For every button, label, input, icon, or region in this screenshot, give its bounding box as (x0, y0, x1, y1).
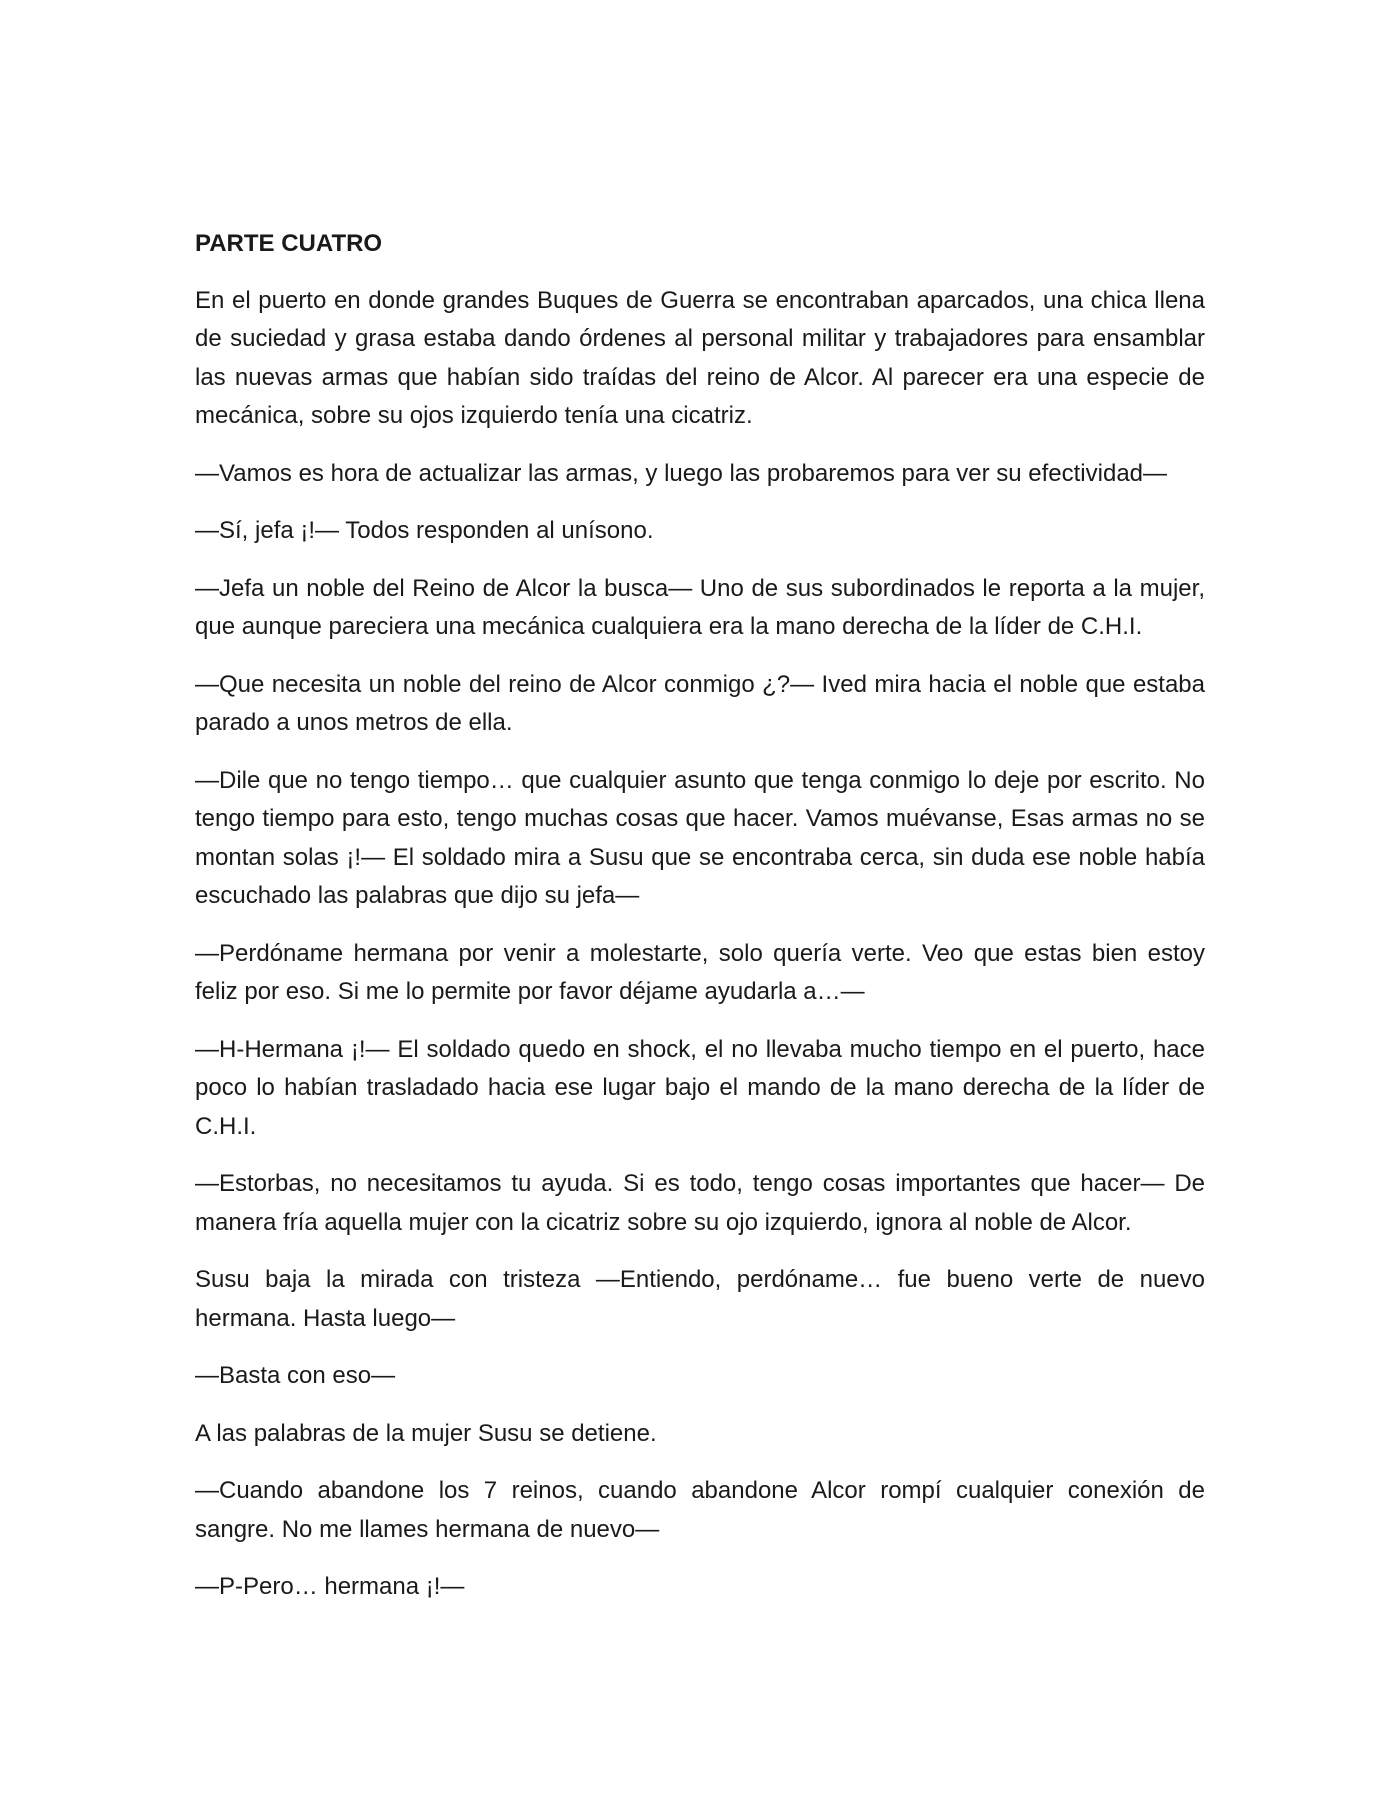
paragraph-14: —P-Pero… hermana ¡!— (195, 1573, 465, 1600)
paragraph-8: —H-Hermana ¡!— El soldado quedo en shock, el no llevaba mucho tiempo en el puerto, hace poco lo habían trasladado hacia ese lugar bajo el mando de la mano derecha de la líder de C.H.I. (195, 1035, 1205, 1140)
chapter-heading: PARTE CUATRO (195, 230, 383, 257)
paragraph-7: —Perdóname hermana por venir a molestarte, solo quería verte. Veo que estas bien estoy feliz por eso. Si me lo permite por favor déjame ayudarla a…— (195, 939, 1205, 1005)
paragraph-13: —Cuando abandone los 7 reinos, cuando abandone Alcor rompí cualquier conexión de sangre. No me llames hermana de nuevo— (195, 1477, 1205, 1543)
paragraph-12: A las palabras de la mujer Susu se detiene. (195, 1419, 657, 1447)
paragraph-1: En el puerto en donde grandes Buques de Guerra se encontraban aparcados, una chica llena de suciedad y grasa estaba dando órdenes al personal militar y trabajadores para ensamblar las nuevas armas que habían sido traídas del reino de Alcor. Al parecer era una especie de mecánica, sobre su ojos izquierdo tenía una cicatriz. (195, 286, 1205, 429)
document-page (195, 225, 1205, 1626)
paragraph-4: —Jefa un noble del Reino de Alcor la busca— Uno de sus subordinados le reporta a la mujer, que aunque pareciera una mecánica cualquiera era la mano derecha de la líder de C.H.I. (195, 574, 1205, 640)
paragraph-2: —Vamos es hora de actualizar las armas, y luego las probaremos para ver su efectividad— (195, 459, 1168, 487)
paragraph-10: Susu baja la mirada con tristeza —Entiendo, perdóname… fue bueno verte de nuevo hermana. Hasta luego— (195, 1266, 1205, 1332)
paragraph-9: —Estorbas, no necesitamos tu ayuda. Si es todo, tengo cosas importantes que hacer— De manera fría aquella mujer con la cicatriz sobre su ojo izquierdo, ignora al noble de Alcor. (195, 1170, 1205, 1236)
paragraph-11: —Basta con eso— (195, 1362, 396, 1389)
paragraph-5: —Que necesita un noble del reino de Alcor conmigo ¿?— Ived mira hacia el noble que estaba parado a unos metros de ella. (195, 670, 1205, 736)
paragraph-6: —Dile que no tengo tiempo… que cualquier asunto que tenga conmigo lo deje por escrito. No tengo tiempo para esto, tengo muchas cosas que hacer. Vamos muévanse, Esas armas no se montan solas ¡!— El soldado mira a Susu que se encontraba cerca, sin duda ese noble había escuchado las palabras que dijo su jefa— (195, 766, 1205, 909)
paragraph-3: —Sí, jefa ¡!— Todos responden al unísono. (195, 517, 654, 544)
